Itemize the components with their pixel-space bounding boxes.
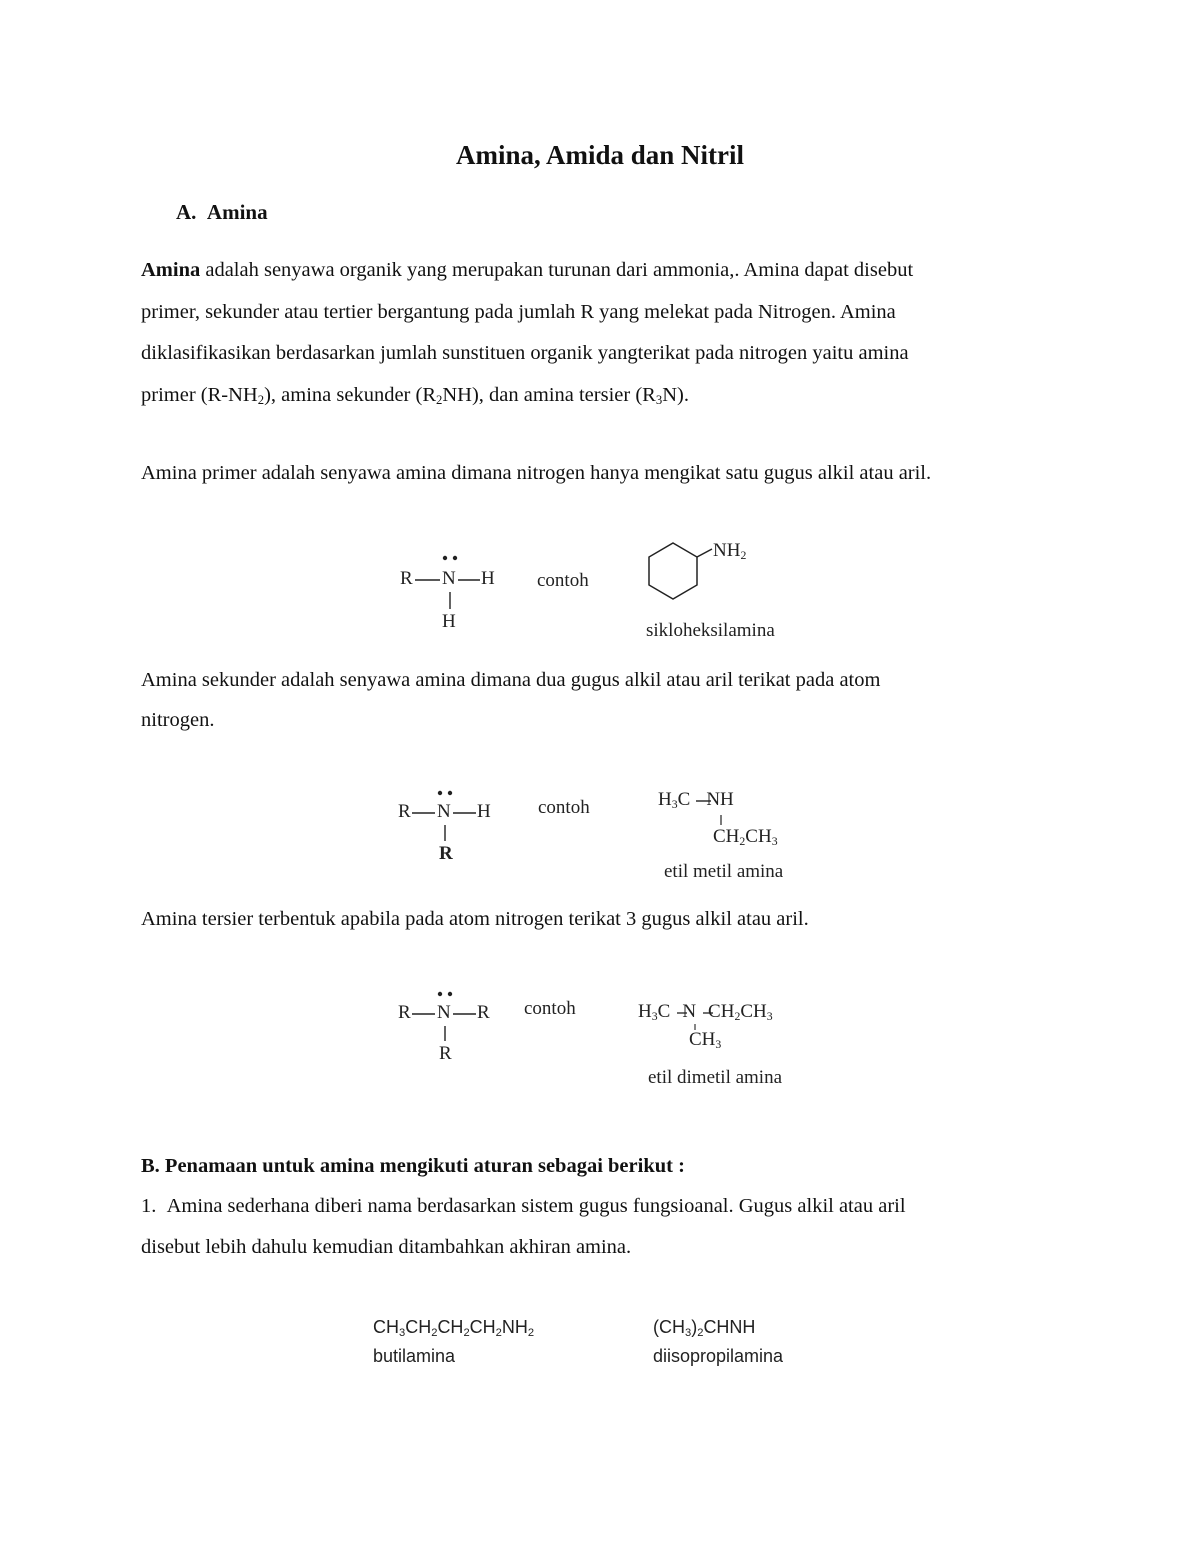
- rule-1-number: 1.: [141, 1195, 157, 1217]
- intro-l4-sub3: 3: [655, 392, 663, 407]
- tertiary-example-name: etil dimetil amina: [648, 1067, 783, 1088]
- tertiary-atom-r: R: [398, 1002, 411, 1023]
- bf-7: 2: [495, 1326, 502, 1339]
- df-3: 2: [697, 1326, 704, 1339]
- ter-f1-sub2: 2: [734, 1009, 741, 1023]
- df-1: 3: [685, 1326, 692, 1339]
- intro-l4-a: primer (R-NH: [141, 383, 258, 406]
- bf-8: NH: [501, 1317, 528, 1337]
- secondary-atom-r-bottom: R: [439, 843, 453, 864]
- sec-f1-a: H: [658, 789, 672, 810]
- secondary-example-name: etil metil amina: [664, 861, 784, 882]
- bf-9: 2: [527, 1326, 535, 1339]
- rule-1-line-2: disebut lebih dahulu kemudian ditambahkan akhiran amina.: [141, 1236, 632, 1258]
- ter-f2-a: CH: [689, 1029, 716, 1050]
- rule-1-text: Amina sederhana diberi nama berdasarkan sistem gugus fungsioanal. Gugus alkil atau aril: [166, 1195, 906, 1217]
- butilamina-formula: [373, 1317, 534, 1338]
- intro-line-3: diklasifikasikan berdasarkan jumlah sunstituen organik yangterikat pada nitrogen yaitu amina: [141, 342, 909, 364]
- tertiary-example-label: contoh: [524, 998, 576, 1019]
- intro-l4-c: NH), dan amina tersier (R: [442, 383, 656, 406]
- bf-2: CH: [405, 1317, 432, 1337]
- ter-f1-c: N: [682, 1001, 697, 1022]
- intro-line-1-text: adalah senyawa organik yang merupakan turunan dari ammonia,. Amina dapat disebut: [200, 259, 914, 281]
- sec-f1-sub: 3: [671, 797, 678, 811]
- df-0: (CH: [653, 1317, 685, 1337]
- ter-f1-sub: 3: [651, 1009, 658, 1023]
- section-a-marker: A.: [176, 200, 197, 224]
- sec-f2-a: CH: [713, 826, 740, 847]
- ter-f1-e: CH: [740, 1001, 767, 1022]
- diisopropilamina-name: diisopropilamina: [653, 1346, 784, 1366]
- tertiary-text: Amina tersier terbentuk apabila pada atom nitrogen terikat 3 gugus alkil atau aril.: [141, 908, 809, 930]
- primary-group-text: NH: [713, 540, 741, 561]
- intro-line-2: primer, sekunder atau tertier bergantung pada jumlah R yang melekat pada Nitrogen. Amina: [141, 300, 896, 323]
- sec-f2-b: CH: [745, 826, 772, 847]
- secondary-atom-r: R: [398, 801, 411, 822]
- ter-f2-sub: 3: [715, 1037, 722, 1051]
- sec-f2-sub2: 3: [771, 834, 778, 848]
- secondary-atom-h: H: [477, 801, 491, 822]
- section-a-title: Amina: [206, 200, 268, 224]
- ter-f1-a: H: [638, 1001, 652, 1022]
- bf-0: CH: [373, 1317, 399, 1337]
- df-2: ): [691, 1317, 698, 1337]
- df-4: CHNH: [703, 1317, 756, 1337]
- tertiary-atom-r-bottom: R: [439, 1043, 452, 1064]
- bf-5: 2: [463, 1326, 470, 1339]
- intro-l4-b: ), amina sekunder (R: [264, 383, 436, 406]
- intro-l4-sub2: 2: [436, 392, 443, 407]
- primary-text: Amina primer adalah senyawa amina dimana nitrogen hanya mengikat satu gugus alkil atau aril.: [141, 462, 932, 484]
- primary-atom-h-bottom: H: [442, 611, 456, 632]
- primary-group-sub: 2: [740, 548, 747, 562]
- rule-1-line-1: [141, 1195, 906, 1218]
- sec-f1-b: C: [677, 789, 691, 810]
- tertiary-atom-r-right: R: [477, 1002, 490, 1023]
- tertiary-atom-n: N: [437, 1002, 451, 1023]
- sec-f2-sub1: 2: [739, 834, 746, 848]
- primary-atom-r: R: [400, 568, 413, 589]
- secondary-atom-n: N: [437, 801, 451, 822]
- intro-l4-d: N).: [662, 383, 689, 406]
- ter-f1-b: C: [657, 1001, 671, 1022]
- secondary-example-label: contoh: [538, 797, 590, 818]
- primary-example-label: contoh: [537, 570, 589, 591]
- diisopropilamina-formula: [653, 1317, 755, 1338]
- section-b-heading: B. Penamaan untuk amina mengikuti aturan sebagai berikut :: [141, 1155, 685, 1177]
- tertiary-formula-2: [689, 1029, 721, 1051]
- butilamina-name: butilamina: [373, 1346, 456, 1366]
- secondary-text-line-1: Amina sekunder adalah senyawa amina dimana dua gugus alkil atau aril terikat pada atom: [141, 669, 881, 691]
- primary-example-name: sikloheksilamina: [646, 620, 775, 641]
- intro-l4-sub1: 2: [257, 392, 265, 407]
- sec-f1-c: NH: [706, 789, 734, 810]
- bf-1: 3: [399, 1326, 406, 1339]
- bf-3: 2: [431, 1326, 438, 1339]
- primary-atom-h-right: H: [481, 568, 495, 589]
- ter-f1-d: CH: [708, 1001, 735, 1022]
- page-title: Amina, Amida dan Nitril: [455, 140, 745, 170]
- bf-4: CH: [437, 1317, 464, 1337]
- primary-atom-n: N: [442, 568, 456, 589]
- secondary-text-line-2: nitrogen.: [141, 709, 215, 731]
- bf-6: CH: [469, 1317, 496, 1337]
- intro-bold-word: Amina: [141, 259, 201, 281]
- ter-f1-sub3: 3: [766, 1009, 773, 1023]
